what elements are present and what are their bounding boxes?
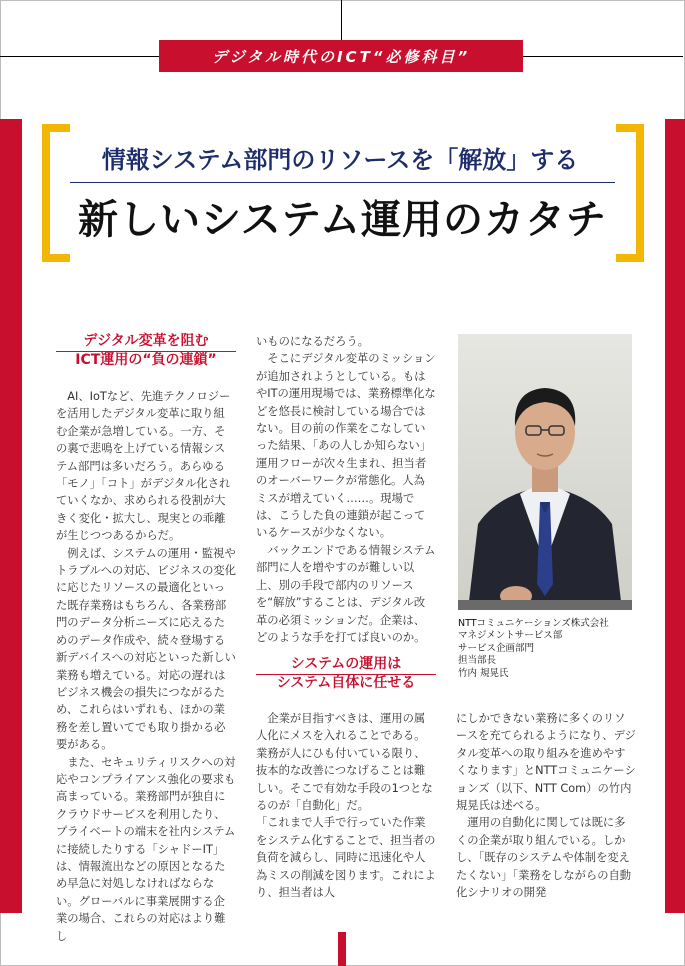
portrait-illustration xyxy=(458,334,632,610)
folio-mark xyxy=(338,932,346,966)
paragraph: にしかできない業務に多くのリソースを充てられるようになり、デジタル変革への取り組みを進めやすくなります」とNTTコミュニケーションズ（以下、NTT Com）の竹内 規晃氏は述べる。 xyxy=(456,712,636,813)
section-heading-1-line1: デジタル変革を阻む xyxy=(83,333,209,349)
left-bracket xyxy=(42,124,70,262)
caption-dept2: サービス企画部門 xyxy=(458,642,535,654)
section-heading-1-line2: ICT運用の“負の連鎖” xyxy=(75,352,217,368)
caption-dept1: マネジメントサービス部 xyxy=(458,630,563,642)
crop-mark-top xyxy=(341,0,342,40)
right-bracket xyxy=(616,124,644,262)
paragraph: 「これまで人手で行っていた作業をシステム化することで、担当者の負荷を減らし、同時に迅速化や人為ミスの削減を図ります。これにより、担当者は人 xyxy=(256,816,436,900)
column-2-top xyxy=(256,333,436,646)
title-rule xyxy=(70,182,615,183)
series-band-label: デジタル時代のICT“必修科目” xyxy=(211,47,471,66)
column-2-bottom xyxy=(256,710,436,901)
photo-caption xyxy=(458,618,609,680)
paragraph: バックエンドである情報システム部門に人を増やすのが難しい以上、別の手段で部内のリソースを“解放”することは、デジタル改革の必須ミッションだ。企業は、どのような手を打てば良いのか。 xyxy=(256,543,436,644)
section-heading-1-rule xyxy=(56,351,236,352)
portrait-photo xyxy=(458,334,632,610)
section-heading-2-rule xyxy=(256,674,436,675)
column-1 xyxy=(56,388,236,945)
left-red-bar xyxy=(0,119,22,913)
paragraph: AI、IoTなど、先進テクノロジーを活用したデジタル変革に取り組む企業が急増している。一方、その裏で悲鳴を上げている情報システム部門は多いだろう。あらゆる「モノ」「コト」がデジタル化されていくなか、求められる役割が大きく変化・拡大し、現実との乖離が生じつつあるからだ。 xyxy=(56,390,231,543)
caption-company: NTTコミュニケーションズ株式会社 xyxy=(458,618,609,629)
crop-mark-right xyxy=(523,56,683,57)
crop-mark-left xyxy=(0,56,159,57)
section-heading-2 xyxy=(256,655,436,693)
paragraph: 運用の自動化に関しては既に多くの企業が取り組んでいる。しかし、「既存のシステムや体制を変えたくない」「業務をしながらの自動化シナリオの開発 xyxy=(456,816,632,900)
section-heading-2-line1: システムの運用は xyxy=(290,656,402,672)
right-red-bar xyxy=(665,119,685,913)
paragraph: そこにデジタル変革のミッションが追加されようとしている。もはやITの運用現場では、業務標準化などを悠長に検討している場合ではない。目の前の作業をこなしていった結果、「あの人しか知らない」運用フローが次々生まれ、担当者のオーバーワークが常態化。人為ミスが増えていく……。現場では、こうした負の連鎖が起こっているケースが少なくない。 xyxy=(256,352,436,540)
paragraph: いものになるだろう。 xyxy=(256,335,369,348)
paragraph: 例えば、システムの運用・監視やトラブルへの対応、ビジネスの変化に応じたリソースの最適化といった既存業務はもちろん、各業務部門のデータ分析ニーズに応えるためのデータ作成や、続々登場する新デバイスへの対応といった新しい業務も増えている。対応の遅れはビジネス機会の損失につながるため、これらはいずれも、ほかの業務を差し置いてでも取り掛かる必要がある。 xyxy=(56,546,236,752)
paragraph: また、セキュリティリスクへの対応やコンプライアンス強化の要求も高まっている。業務部門が独自にクラウドサービスを利用したり、プライベートの端末を社内システムに接続したりする「シャドーIT」は、情報流出などの原因となるため早急に対処しなければならない。グローバルに事業展開する企業の場合、これらの対応はより難し xyxy=(56,755,236,943)
paragraph: 企業が目指すべきは、運用の属人化にメスを入れることである。業務が人にひも付いている限り、抜本的な改善につなげることは難しい。そこで有効な手段の1つとなるのが「自動化」だ。 xyxy=(256,712,433,813)
series-band xyxy=(159,40,523,72)
article-subtitle: 情報システム部門のリソースを「解放」する xyxy=(101,146,579,174)
article-title: 新しいシステム運用のカタチ xyxy=(78,197,607,243)
section-heading-1 xyxy=(56,332,236,370)
column-3-bottom xyxy=(456,710,636,901)
section-heading-2-line2: システム自体に任せる xyxy=(276,675,416,691)
caption-role: 担当部長 xyxy=(458,655,497,667)
caption-name: 竹内 規晃氏 xyxy=(458,667,509,679)
